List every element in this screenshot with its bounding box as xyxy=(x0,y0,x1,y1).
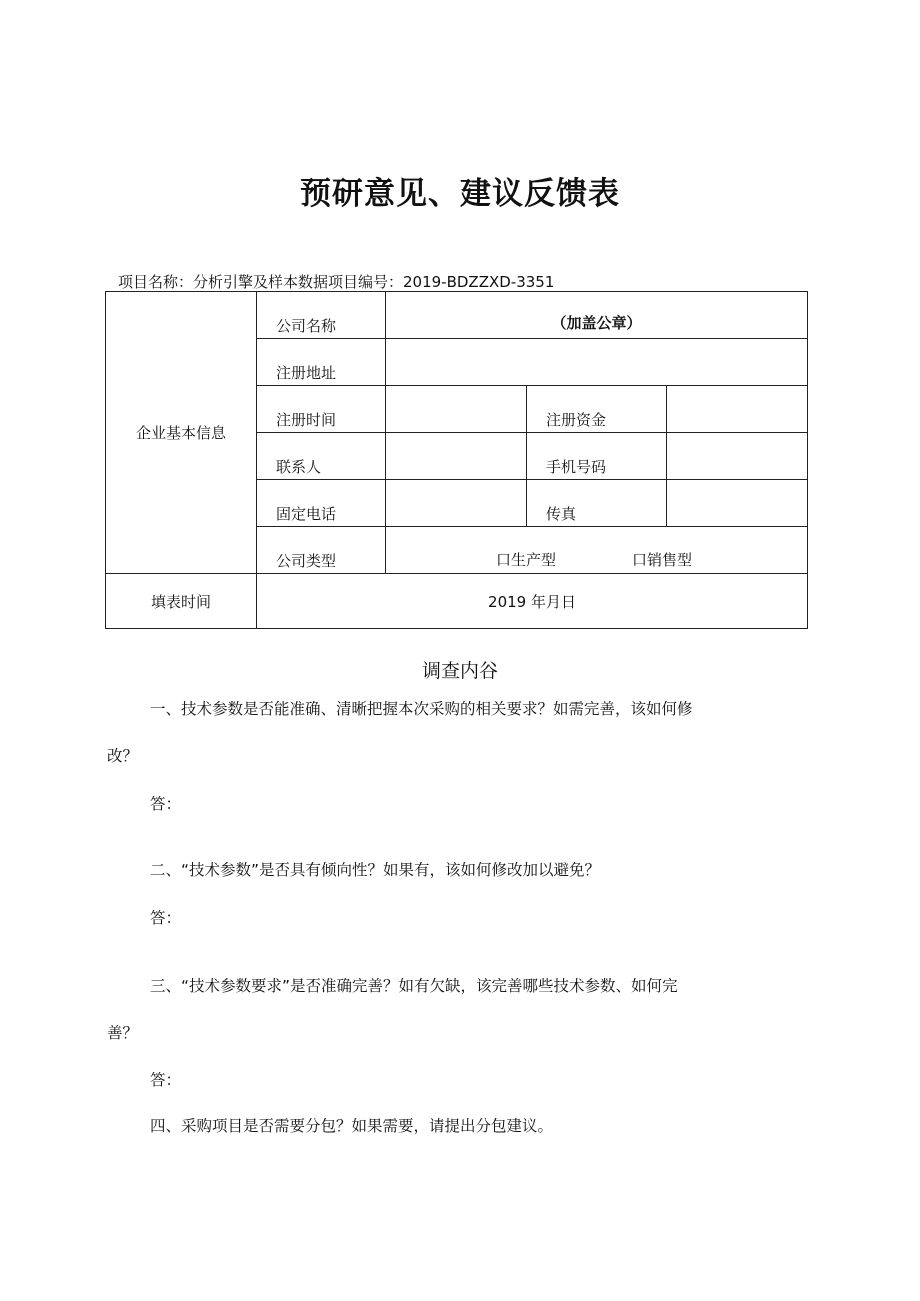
reg-capital-field[interactable] xyxy=(667,386,808,433)
question-4: 四、采购项目是否需要分包？如果需要，请提出分包建议。 xyxy=(150,1117,554,1135)
fax-field[interactable] xyxy=(667,480,808,527)
company-type-options xyxy=(386,527,808,574)
enterprise-info-table xyxy=(105,291,808,629)
company-name-field[interactable] xyxy=(386,292,808,339)
company-type-label: 公司类型 xyxy=(276,552,337,570)
answer-1-label: 答： xyxy=(150,795,182,813)
type-option-production[interactable]: 口生产型 xyxy=(496,551,557,569)
fax-label-cell xyxy=(527,480,667,527)
fill-time-field[interactable] xyxy=(257,574,808,629)
mobile-label: 手机号码 xyxy=(546,458,607,476)
fill-time-label-cell xyxy=(106,574,257,629)
survey-title: 调查内谷 xyxy=(421,660,498,682)
mobile-field[interactable] xyxy=(667,433,808,480)
contact-label-cell xyxy=(257,433,386,480)
question-1-line-1: 一、技术参数是否能准确、清晰把握本次采购的相关要求？如需完善，该如何修 xyxy=(150,700,693,718)
fax-label: 传真 xyxy=(546,505,577,523)
company-name-label-cell xyxy=(257,292,386,339)
answer-2-label: 答： xyxy=(150,909,182,927)
phone-field[interactable] xyxy=(386,480,527,527)
question-3-line-2: 善？ xyxy=(107,1024,139,1042)
reg-capital-label: 注册资金 xyxy=(546,411,607,429)
project-info-line xyxy=(118,271,554,292)
mobile-label-cell xyxy=(527,433,667,480)
page-title: 预研意见、建议反馈表 xyxy=(300,176,620,212)
reg-time-field[interactable] xyxy=(386,386,527,433)
question-1-line-2: 改？ xyxy=(107,747,139,765)
address-label-cell xyxy=(257,339,386,386)
company-type-label-cell xyxy=(257,527,386,574)
group-label: 企业基本信息 xyxy=(135,424,226,442)
contact-field[interactable] xyxy=(386,433,527,480)
question-3-line-1: 三、“技术参数要求”是否准确完善？如有欠缺，该完善哪些技术参数、如何完 xyxy=(150,977,678,995)
fill-time-value: 2019 年月日 xyxy=(488,592,576,611)
phone-label: 固定电话 xyxy=(276,505,337,523)
seal-text: （加盖公章） xyxy=(551,314,642,332)
type-option-sales[interactable]: 口销售型 xyxy=(632,551,693,569)
answer-3-label: 答： xyxy=(150,1071,182,1089)
reg-time-label: 注册时间 xyxy=(276,411,337,429)
phone-label-cell xyxy=(257,480,386,527)
group-label-cell xyxy=(106,292,257,574)
project-info-text: 项目名称：分析引擎及样本数据项目编号：2019-BDZZXD-3351 xyxy=(118,273,555,291)
question-2: 二、“技术参数”是否具有倾向性？如果有，该如何修改加以避免？ xyxy=(150,861,601,879)
reg-capital-label-cell xyxy=(527,386,667,433)
contact-label: 联系人 xyxy=(276,458,322,476)
fill-time-label: 填表时间 xyxy=(150,592,211,611)
address-label: 注册地址 xyxy=(276,364,337,382)
reg-time-label-cell xyxy=(257,386,386,433)
address-field[interactable] xyxy=(386,339,808,386)
company-name-label: 公司名称 xyxy=(276,317,337,335)
